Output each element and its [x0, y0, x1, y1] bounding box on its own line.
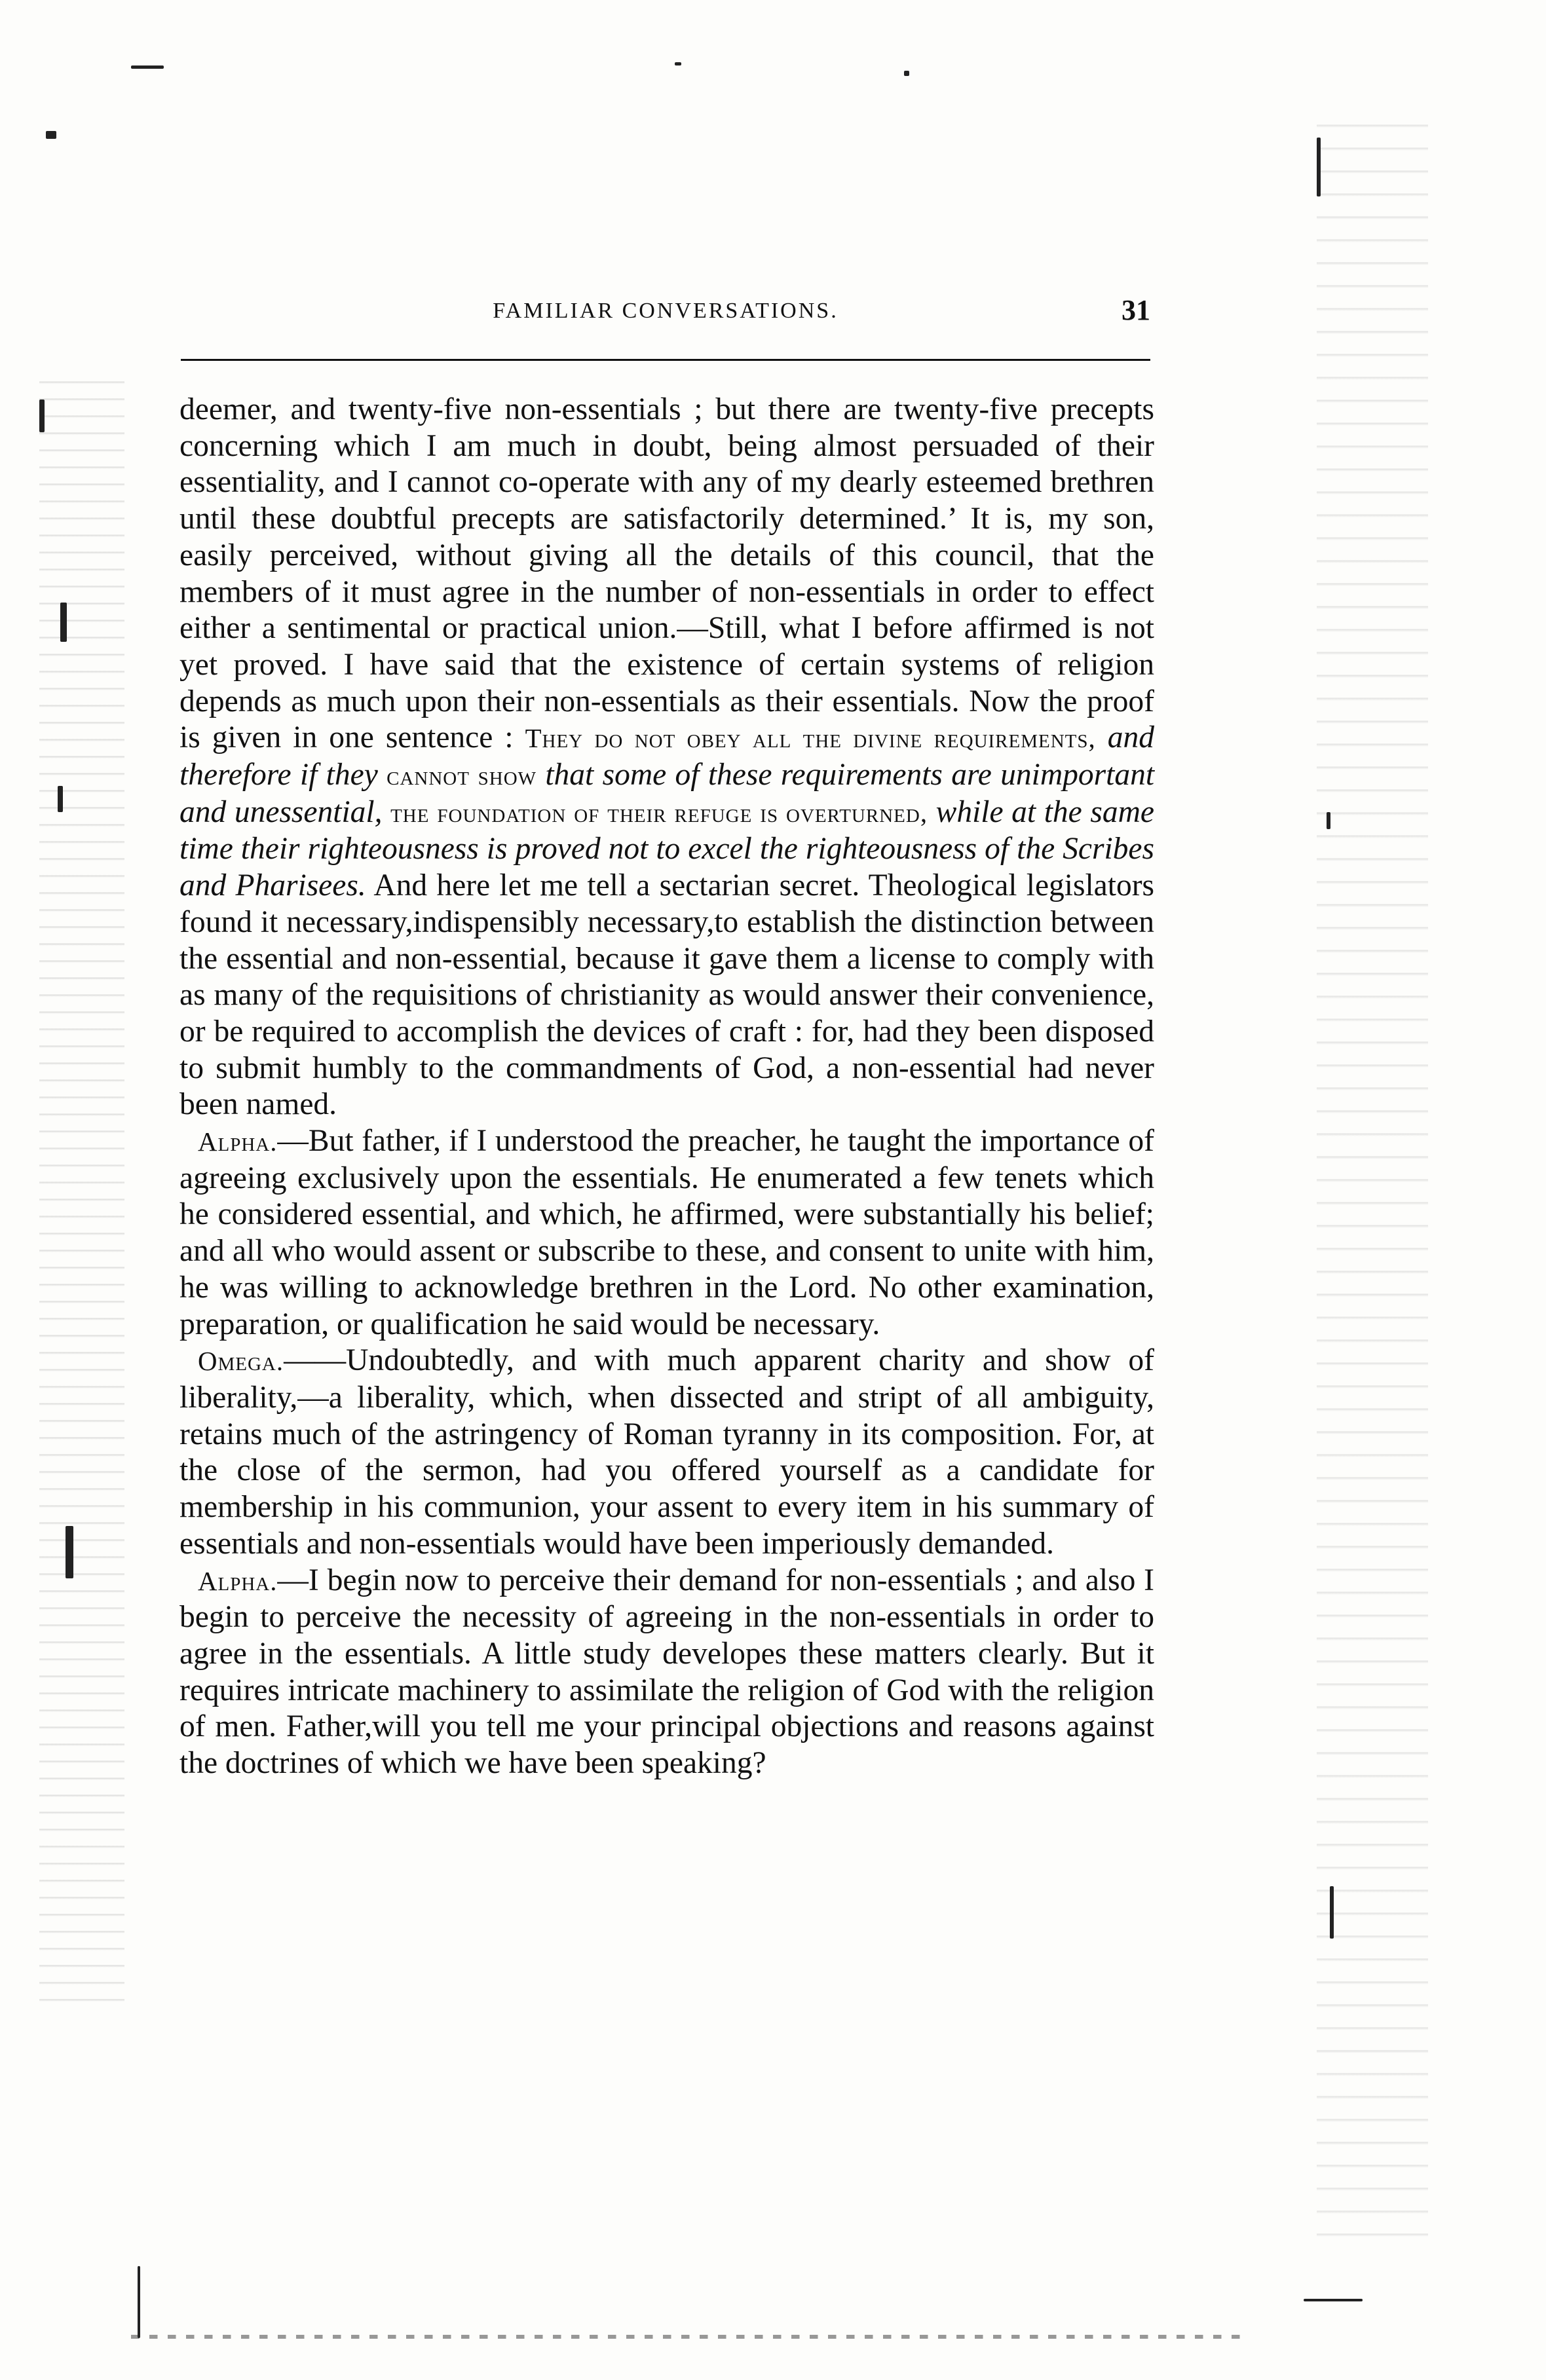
scan-speck	[131, 65, 164, 69]
running-head	[181, 293, 1150, 333]
scan-binding-shadow-left	[39, 367, 124, 2004]
italic-segment: that some of these requirements are unimportant and unessential,	[179, 758, 1155, 829]
scan-speck	[1304, 2299, 1363, 2301]
scan-speck	[58, 786, 63, 812]
text-segment: And here let me tell a sectarian secret. Theological legislators found it necessary,indispensibly necessary,to establish the distinction between the essential and non-essential, because it gave them a license to comply with as many of the requisitions of christianity as would answer their convenience, or be required to accomplish the devices of craft : for, had they been disposed to submit humbly to the commandments of God, a non-essential had never been named.	[179, 868, 1154, 1122]
scan-speck	[39, 400, 45, 432]
small-caps-segment: cannot show	[387, 761, 537, 791]
italic-segment: and therefore if they	[179, 720, 1155, 792]
scan-speck	[1327, 812, 1330, 829]
paragraph	[179, 392, 1154, 1123]
paragraph	[179, 1123, 1154, 1343]
body-text	[179, 392, 1154, 2291]
text-segment: —But father, if I understood the preacher, he taught the importance of agreeing exclusively upon the essentials. He enumerated a few tenets which he considered essential, and which, he affirmed, were substantially his belief; and all who would assent or subscribe to these, and consent to unite with him, he was willing to acknowledge brethren in the Lord. No other examination, preparation, or qualification he said would be necessary.	[179, 1124, 1154, 1341]
scan-speck	[1317, 138, 1321, 196]
paragraph	[179, 1563, 1154, 1782]
page-number: 31	[1122, 294, 1150, 326]
small-caps-segment: the foundation of their refuge is overturned,	[390, 798, 928, 828]
speaker-name: Omega.	[198, 1347, 284, 1377]
scan-speck	[1330, 1886, 1334, 1939]
scan-speck	[66, 1526, 73, 1578]
paragraph	[179, 1343, 1154, 1562]
scan-speck	[138, 2266, 140, 2338]
running-head-title: FAMILIAR CONVERSATIONS.	[493, 299, 839, 323]
speaker-name: Alpha.	[198, 1566, 278, 1596]
scan-speck	[904, 71, 909, 76]
italic-segment: while at the same time their righteousness is proved not to excel the righteousness of the Scribes and Pharisees.	[179, 794, 1154, 903]
small-caps-segment: They do not obey all the divine requirements,	[525, 724, 1096, 754]
scan-speck	[46, 131, 56, 139]
scan-bottom-edge	[131, 2335, 1245, 2339]
header-rule	[181, 359, 1150, 361]
scan-speck	[60, 603, 67, 642]
scan-speck	[675, 62, 681, 65]
text-segment: ——Undoubtedly, and with much apparent charity and show of liberality,—a liberality, which, when dissected and stript of all ambiguity, retains much of the astringency of Roman tyranny in its composition. For, at the close of the sermon, had you offered yourself as a candidate for membership in his communion, your assent to every item in his summary of essentials and non-essentials would have been imperiously demanded.	[179, 1343, 1154, 1561]
speaker-name: Alpha.	[198, 1127, 278, 1157]
text-segment: deemer, and twenty-five non-essentials ; but there are twenty-five precepts concerning which I am much in doubt, being almost persuaded of their essentiality, and I cannot co-operate with any of my dearly esteemed brethren until these doubtful precepts are satisfactorily determined.’ It is, my son, easily perceived, without giving all the details of this council, that the members of it must agree in the number of non-essentials in order to effect either a sentimental or practical union.—Still, what I before affirmed is not yet proved. I have said that the existence of certain systems of religion depends as much upon their non-essentials as their essentials. Now the proof is given in one sentence :	[179, 392, 1154, 755]
text-segment: —I begin now to perceive their demand for non-essentials ; and also I begin to perceive the necessity of agreeing in the non-essentials in order to agree in the essentials. A little study developes these matters clearly. But it requires intricate machinery to assimilate the religion of God with the religion of men. Father,will you tell me your principal objections and reasons against the doctrines of which we have been speaking?	[179, 1563, 1154, 1781]
